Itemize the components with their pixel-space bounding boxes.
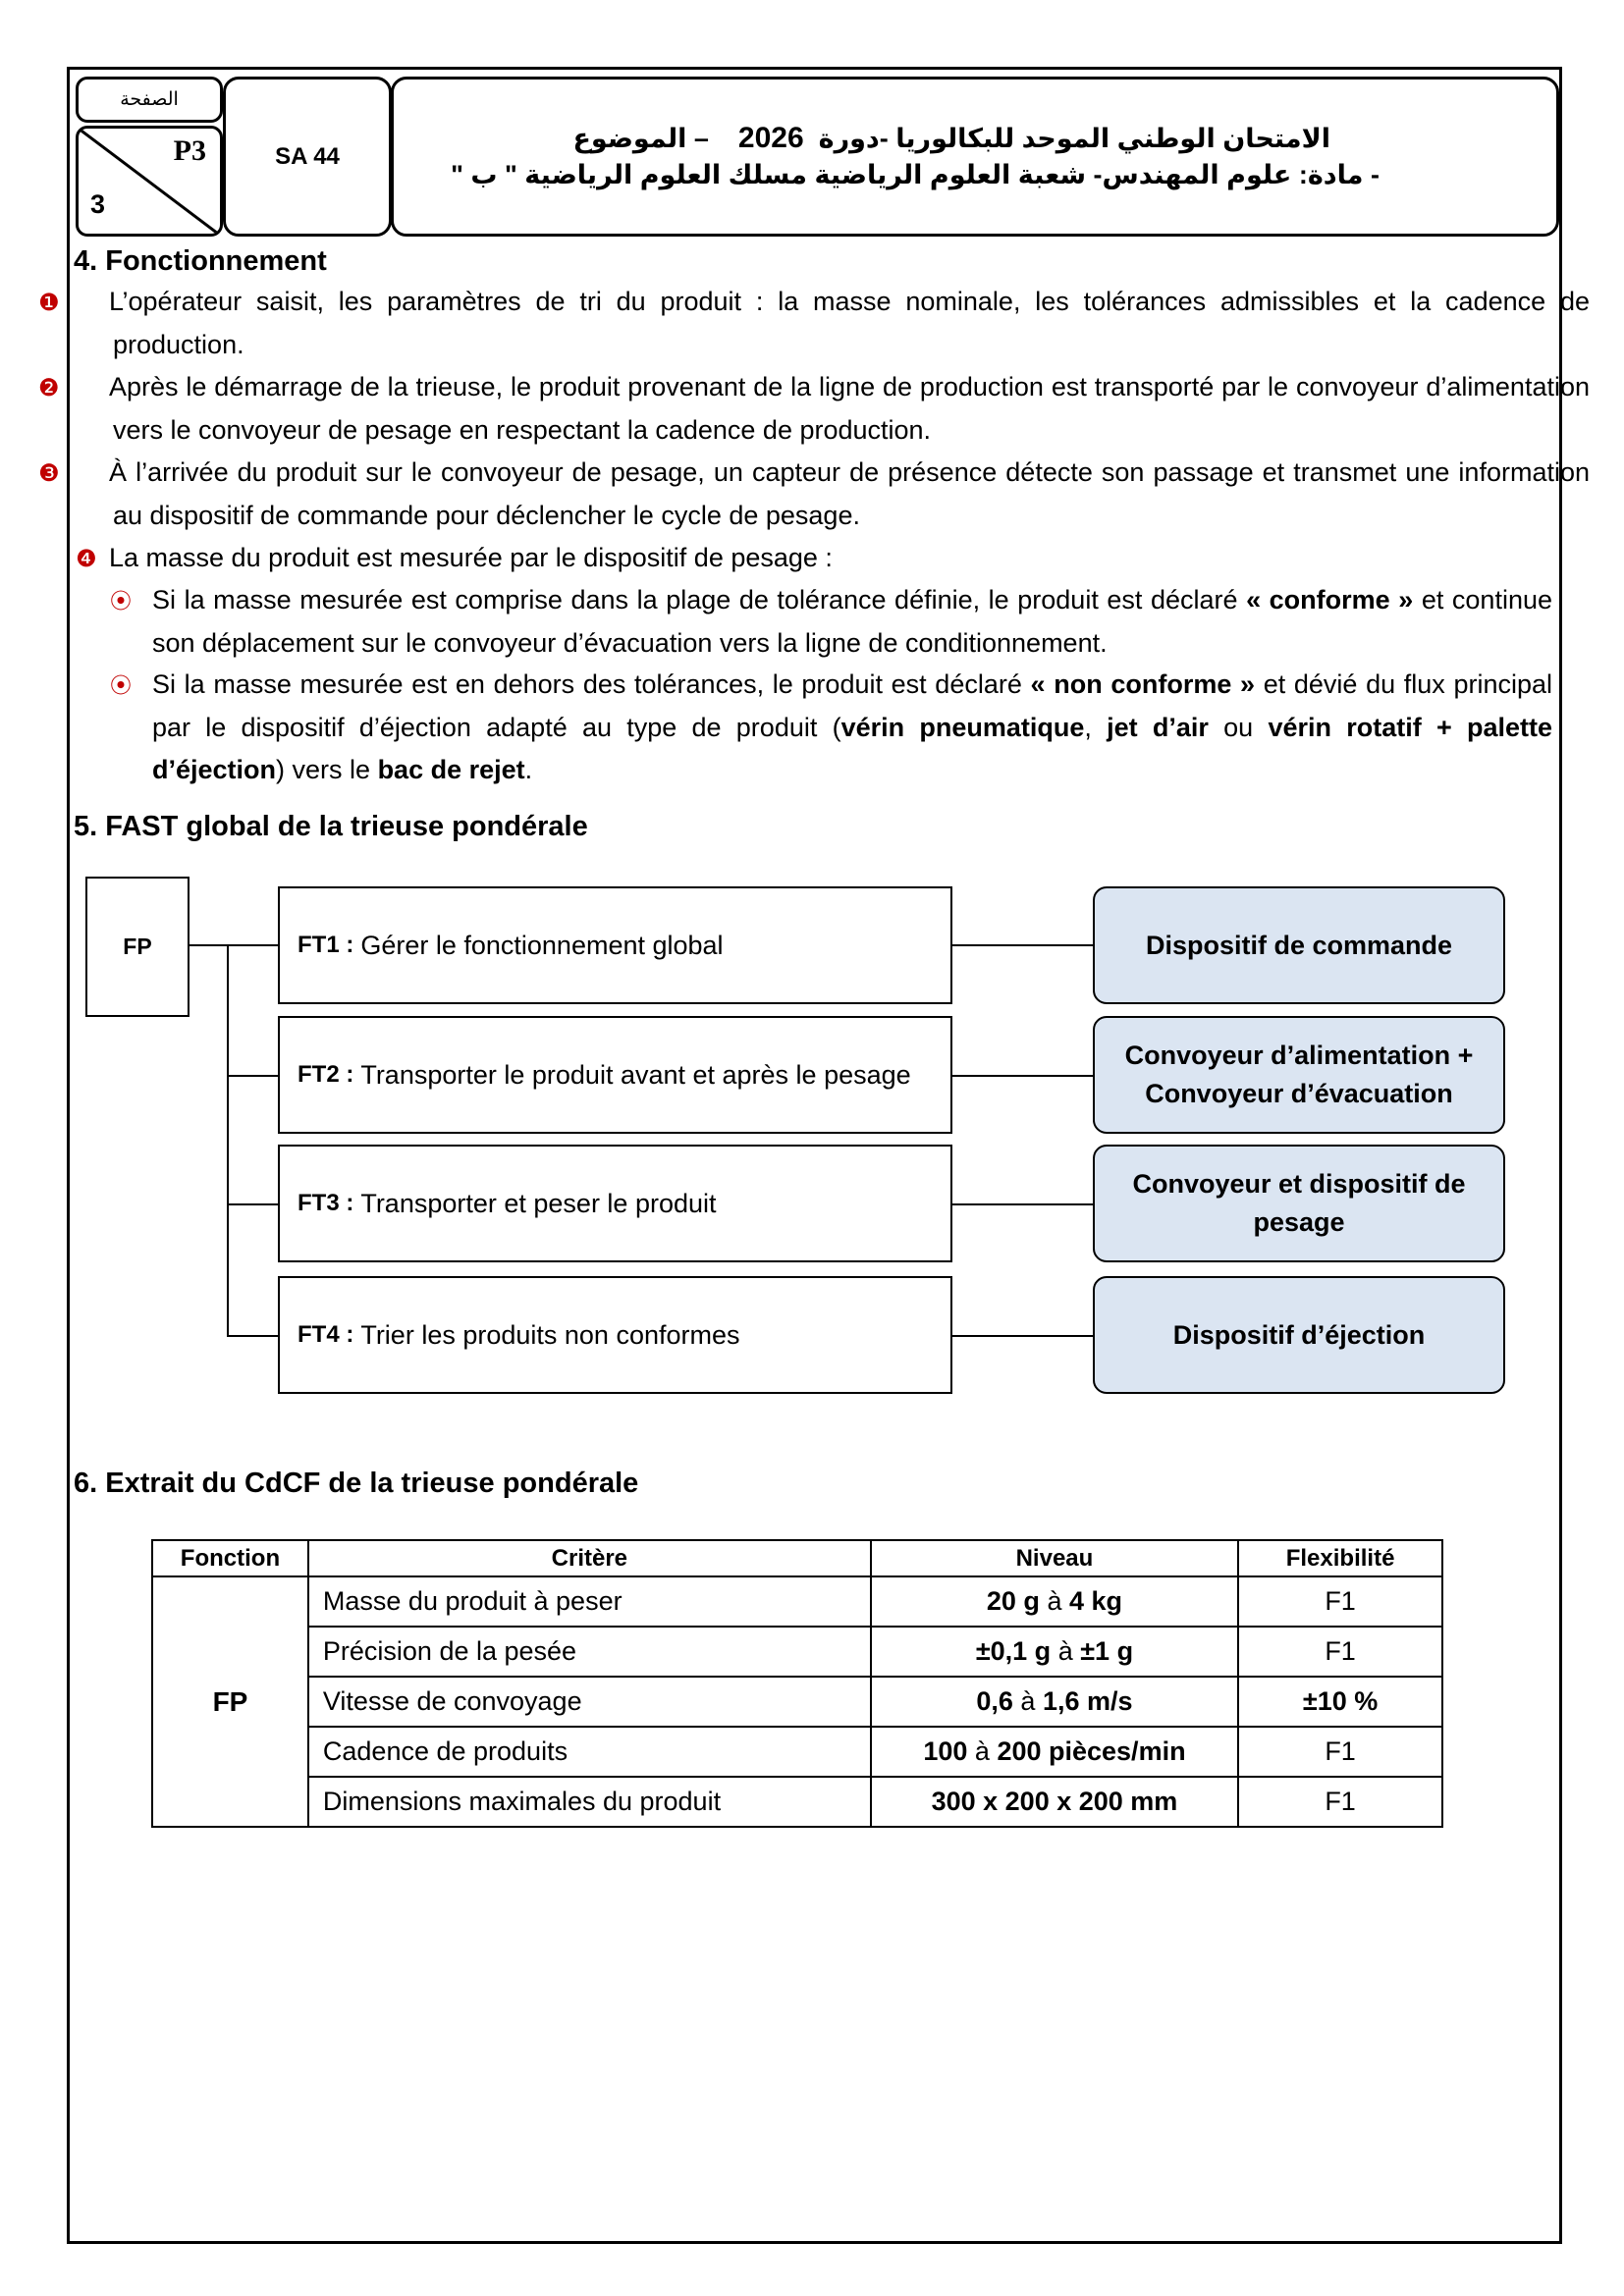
section-4-title: 4. Fonctionnement bbox=[74, 245, 327, 277]
page-label-box bbox=[76, 77, 223, 123]
level-min: 100 bbox=[923, 1736, 968, 1766]
header-critere: Critère bbox=[308, 1540, 871, 1576]
fast-ft1-box bbox=[278, 886, 952, 1004]
level-min: 0,6 bbox=[976, 1686, 1013, 1716]
exam-title-line1 bbox=[572, 122, 1330, 155]
level-sep: à bbox=[1047, 1586, 1062, 1616]
fast-wire-fp bbox=[189, 944, 278, 946]
level bbox=[871, 1727, 1238, 1777]
section-5-title: 5. FAST global de la trieuse pondérale bbox=[74, 811, 588, 842]
table-row bbox=[152, 1576, 1442, 1627]
sub2-text-c: et dévié du flux principal par le dispositif d’éjection adapté au type de produit ( bbox=[152, 669, 1553, 742]
level-min: 20 g bbox=[986, 1586, 1040, 1616]
flexibility: F1 bbox=[1238, 1727, 1442, 1777]
level-sep: à bbox=[1020, 1686, 1036, 1716]
paragraph-1-text: L’opérateur saisit, les paramètres de tri du produit : la masse nominale, les tolérances admissibles et la cadence de production. bbox=[109, 287, 1590, 359]
paragraph-3-text: À l’arrivée du produit sur le convoyeur de pesage, un capteur de présence détecte son passage et transmet une information au dispositif de commande pour déclencher le cycle de pesage. bbox=[109, 457, 1590, 530]
ft2-label: Transporter le produit avant et après le pesage bbox=[360, 1059, 911, 1090]
table-row bbox=[152, 1627, 1442, 1677]
page-number: 3 bbox=[90, 189, 106, 219]
fast-wire-vertical bbox=[227, 944, 229, 1337]
sub2-sep-3: ) vers le bbox=[276, 755, 378, 784]
level-sep: à bbox=[1057, 1636, 1073, 1666]
ft4-label: Trier les produits non conformes bbox=[360, 1319, 740, 1350]
fast-wire-sol3 bbox=[952, 1203, 1093, 1205]
sub1-text-c: et continue son déplacement sur le convoyeur d’évacuation vers la ligne de conditionnement. bbox=[152, 585, 1552, 658]
bullet-2-icon: ❷ bbox=[38, 375, 60, 401]
paragraph-4 bbox=[76, 537, 1552, 580]
level-value: 300 x 200 x 200 mm bbox=[931, 1787, 1178, 1816]
paragraph-2 bbox=[38, 366, 1590, 452]
header-fonction: Fonction bbox=[152, 1540, 308, 1576]
bullet-3-icon: ❸ bbox=[38, 460, 60, 487]
ft1-label: Gérer le fonctionnement global bbox=[360, 930, 724, 960]
fast-solution-1: Dispositif de commande bbox=[1093, 886, 1505, 1004]
conforme-label: « conforme » bbox=[1246, 585, 1414, 614]
bullet-1-icon: ❶ bbox=[38, 290, 60, 316]
fast-wire-ft3 bbox=[227, 1203, 278, 1205]
sub2-sep-1: , bbox=[1084, 713, 1108, 742]
page-marker: P3 bbox=[173, 134, 206, 167]
sub-item-conforme bbox=[110, 579, 1552, 665]
table-row bbox=[152, 1727, 1442, 1777]
ft2-code: FT2 : bbox=[298, 1061, 354, 1088]
flexibility: F1 bbox=[1238, 1777, 1442, 1827]
target-bullet-icon: ⦿ bbox=[110, 673, 133, 698]
ft3-label: Transporter et peser le produit bbox=[360, 1188, 717, 1218]
level-max: 200 pièces/min bbox=[997, 1736, 1186, 1766]
exam-title-line2: - مادة: علوم المهندس- شعبة العلوم الرياضية مسلك العلوم الرياضية " ب " bbox=[451, 160, 1380, 189]
fast-wire-sol2 bbox=[952, 1075, 1093, 1077]
bullet-4-icon: ❹ bbox=[76, 546, 97, 572]
criterion: Cadence de produits bbox=[308, 1727, 871, 1777]
table-row bbox=[152, 1777, 1442, 1827]
level bbox=[871, 1677, 1238, 1727]
sub2-text-a: Si la masse mesurée est en dehors des tolérances, le produit est déclaré bbox=[152, 669, 1031, 699]
level-max: 1,6 m/s bbox=[1042, 1686, 1133, 1716]
flexibility: ±10 % bbox=[1238, 1677, 1442, 1727]
section-6-title: 6. Extrait du CdCF de la trieuse pondérale bbox=[74, 1468, 639, 1499]
sub2-sep-2: ou bbox=[1208, 713, 1269, 742]
criterion: Vitesse de convoyage bbox=[308, 1677, 871, 1727]
jet-d-air: jet d’air bbox=[1107, 713, 1209, 742]
criterion: Précision de la pesée bbox=[308, 1627, 871, 1677]
fast-solution-3: Convoyeur et dispositif de pesage bbox=[1093, 1145, 1505, 1262]
ft3-code: FT3 : bbox=[298, 1190, 354, 1216]
fast-fp-box bbox=[85, 877, 189, 1017]
level bbox=[871, 1777, 1238, 1827]
paragraph-2-text: Après le démarrage de la trieuse, le produit provenant de la ligne de production est transporté par le convoyeur d’alimentation vers le convoyeur de pesage en respectant la cadence de production. bbox=[109, 372, 1590, 445]
fast-wire-ft4 bbox=[227, 1335, 278, 1337]
function-fp: FP bbox=[152, 1576, 308, 1827]
paragraph-3 bbox=[38, 452, 1590, 537]
ft4-code: FT4 : bbox=[298, 1321, 354, 1348]
title-subject-label: – الموضوع bbox=[572, 124, 709, 153]
level bbox=[871, 1576, 1238, 1627]
fast-ft2-box bbox=[278, 1016, 952, 1134]
page-number-box bbox=[76, 126, 223, 237]
paragraph-1 bbox=[38, 281, 1590, 366]
criterion: Masse du produit à peser bbox=[308, 1576, 871, 1627]
title-session: الامتحان الوطني الموحد للبكالوريا -دورة bbox=[818, 124, 1330, 153]
sub-item-non-conforme bbox=[110, 664, 1552, 791]
table-header-row bbox=[152, 1540, 1442, 1576]
sub1-text-a: Si la masse mesurée est comprise dans la plage de tolérance définie, le produit est déclaré bbox=[152, 585, 1247, 614]
verin-pneumatique: vérin pneumatique bbox=[840, 713, 1085, 742]
exam-title-box bbox=[391, 77, 1559, 237]
fast-solution-4: Dispositif d’éjection bbox=[1093, 1276, 1505, 1394]
bac-de-rejet: bac de rejet bbox=[377, 755, 525, 784]
target-bullet-icon: ⦿ bbox=[110, 589, 133, 614]
non-conforme-label: « non conforme » bbox=[1030, 669, 1256, 699]
exam-year: 2026 bbox=[737, 122, 804, 154]
paragraph-4-text: La masse du produit est mesurée par le dispositif de pesage : bbox=[109, 543, 833, 572]
fast-fp-label: FP bbox=[123, 934, 152, 959]
sub2-end: . bbox=[524, 755, 533, 784]
page-label: الصفحة bbox=[120, 89, 179, 110]
level bbox=[871, 1627, 1238, 1677]
ft1-code: FT1 : bbox=[298, 932, 354, 958]
level-max: 4 kg bbox=[1068, 1586, 1123, 1616]
fast-ft4-box bbox=[278, 1276, 952, 1394]
fast-ft3-box bbox=[278, 1145, 952, 1262]
level-max: ±1 g bbox=[1080, 1636, 1134, 1666]
criterion: Dimensions maximales du produit bbox=[308, 1777, 871, 1827]
header-flexibilite: Flexibilité bbox=[1238, 1540, 1442, 1576]
flexibility: F1 bbox=[1238, 1627, 1442, 1677]
header-niveau: Niveau bbox=[871, 1540, 1238, 1576]
level-sep: à bbox=[974, 1736, 990, 1766]
exam-code-box bbox=[223, 77, 392, 237]
fast-wire-ft2 bbox=[227, 1075, 278, 1077]
cdcf-table bbox=[151, 1539, 1443, 1828]
verin-rotatif: vérin rotatif + palette d’éjection bbox=[152, 713, 1553, 784]
level-min: ±0,1 g bbox=[975, 1636, 1052, 1666]
fast-wire-sol1 bbox=[952, 944, 1093, 946]
flexibility: F1 bbox=[1238, 1576, 1442, 1627]
fast-wire-sol4 bbox=[952, 1335, 1093, 1337]
exam-code: SA 44 bbox=[275, 142, 340, 170]
table-row bbox=[152, 1677, 1442, 1727]
fast-solution-2: Convoyeur d’alimentation + Convoyeur d’évacuation bbox=[1093, 1016, 1505, 1134]
